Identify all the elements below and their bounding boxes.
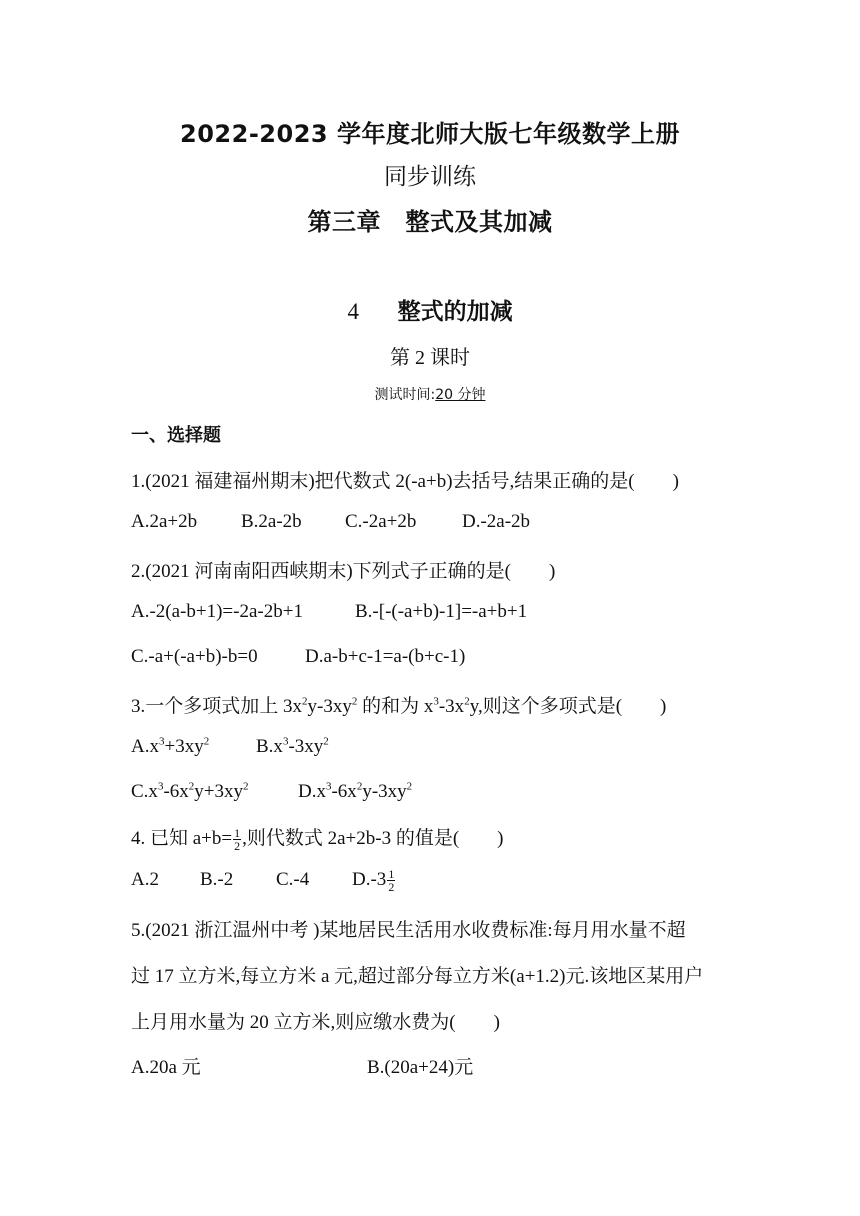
option-c: C.-a+(-a+b)-b=0 xyxy=(131,646,258,667)
option-a: A.2 xyxy=(131,868,159,890)
option-b: B.2a-2b xyxy=(241,511,302,532)
question-2-options-cd xyxy=(131,646,465,668)
option-b: B.(20a+24)元 xyxy=(367,1057,474,1078)
question-4-options xyxy=(131,868,396,893)
question-5-line-3: 上月用水量为 20 立方米,则应缴水费为( ) xyxy=(131,1012,500,1033)
option-a: $A.x^3+3xy^2$ xyxy=(131,735,210,757)
option-d: D.a-b+c-1=a-(b+c-1) xyxy=(305,646,466,667)
question-5-line-1: 5.(2021 浙江温州中考 )某地居民生活用水收费标准:每月用水量不超 xyxy=(131,920,686,941)
question-5-options xyxy=(131,1052,473,1079)
test-time xyxy=(0,384,860,404)
question-1-stem: 1.(2021 福建福州期末)把代数式 2(-a+b)去括号,结果正确的是( ) xyxy=(131,471,679,492)
test-time-value: 20 分钟 xyxy=(435,387,486,403)
question-4-stem: 4. 已知 a+b= $\frac{1}{2}$ ,则代数式 2a+2b-3 的值是( ) xyxy=(131,826,504,854)
option-b: $B.x^3-3xy^2$ xyxy=(256,735,329,757)
option-b: B.-[-(-a+b)-1]=-a+b+1 xyxy=(355,601,528,622)
option-c: C.-2a+2b xyxy=(345,511,417,532)
option-c: $C.x^3-6x^2y+3xy^2$ xyxy=(131,780,249,802)
lesson-name: 整式的加减 xyxy=(397,299,513,325)
section-title: 一、选择题 xyxy=(131,425,221,446)
question-5-line-2: 过 17 立方米,每立方米 a 元,超过部分每立方米(a+1.2)元.该地区某用户 xyxy=(131,966,704,987)
option-a: A.-2(a-b+1)=-2a-2b+1 xyxy=(131,601,303,622)
option-c: C.-4 xyxy=(276,868,310,890)
question-1-options xyxy=(131,511,530,533)
option-b: B.-2 xyxy=(200,868,234,890)
option-d: D.-2a-2b xyxy=(462,511,531,532)
document-title: 2022-2023 学年度北师大版七年级数学上册 xyxy=(180,120,680,148)
option-d: D.-3 $\frac{1}{2}$ xyxy=(352,867,395,894)
lesson-heading xyxy=(0,293,860,326)
fraction-one-half: $\frac{1}{2}$ xyxy=(388,867,395,894)
test-time-label: 测试时间: xyxy=(374,387,436,403)
chapter-title: 第三章 整式及其加减 xyxy=(307,208,553,236)
lesson-period: 第 2 课时 xyxy=(390,347,470,369)
lesson-number: 4 xyxy=(347,299,359,324)
question-2-stem: 2.(2021 河南南阳西峡期末)下列式子正确的是( ) xyxy=(131,561,556,582)
question-2-options-ab xyxy=(131,601,527,623)
option-a: A.20a 元 xyxy=(131,1057,201,1078)
question-3-stem: 3.一个多项式加上 $3x^2y-3xy^2$ 的和为 $x^3-3x^2y$,则这个多项式是( ) xyxy=(131,695,667,717)
document-subtitle: 同步训练 xyxy=(384,164,476,190)
question-3-options-ab xyxy=(131,736,329,758)
fraction-one-half: $\frac{1}{2}$ xyxy=(234,826,241,854)
option-d: $D.x^3-6x^2y-3xy^2$ xyxy=(298,780,413,802)
question-3-options-cd xyxy=(131,781,412,803)
option-a: A.2a+2b xyxy=(131,511,198,532)
